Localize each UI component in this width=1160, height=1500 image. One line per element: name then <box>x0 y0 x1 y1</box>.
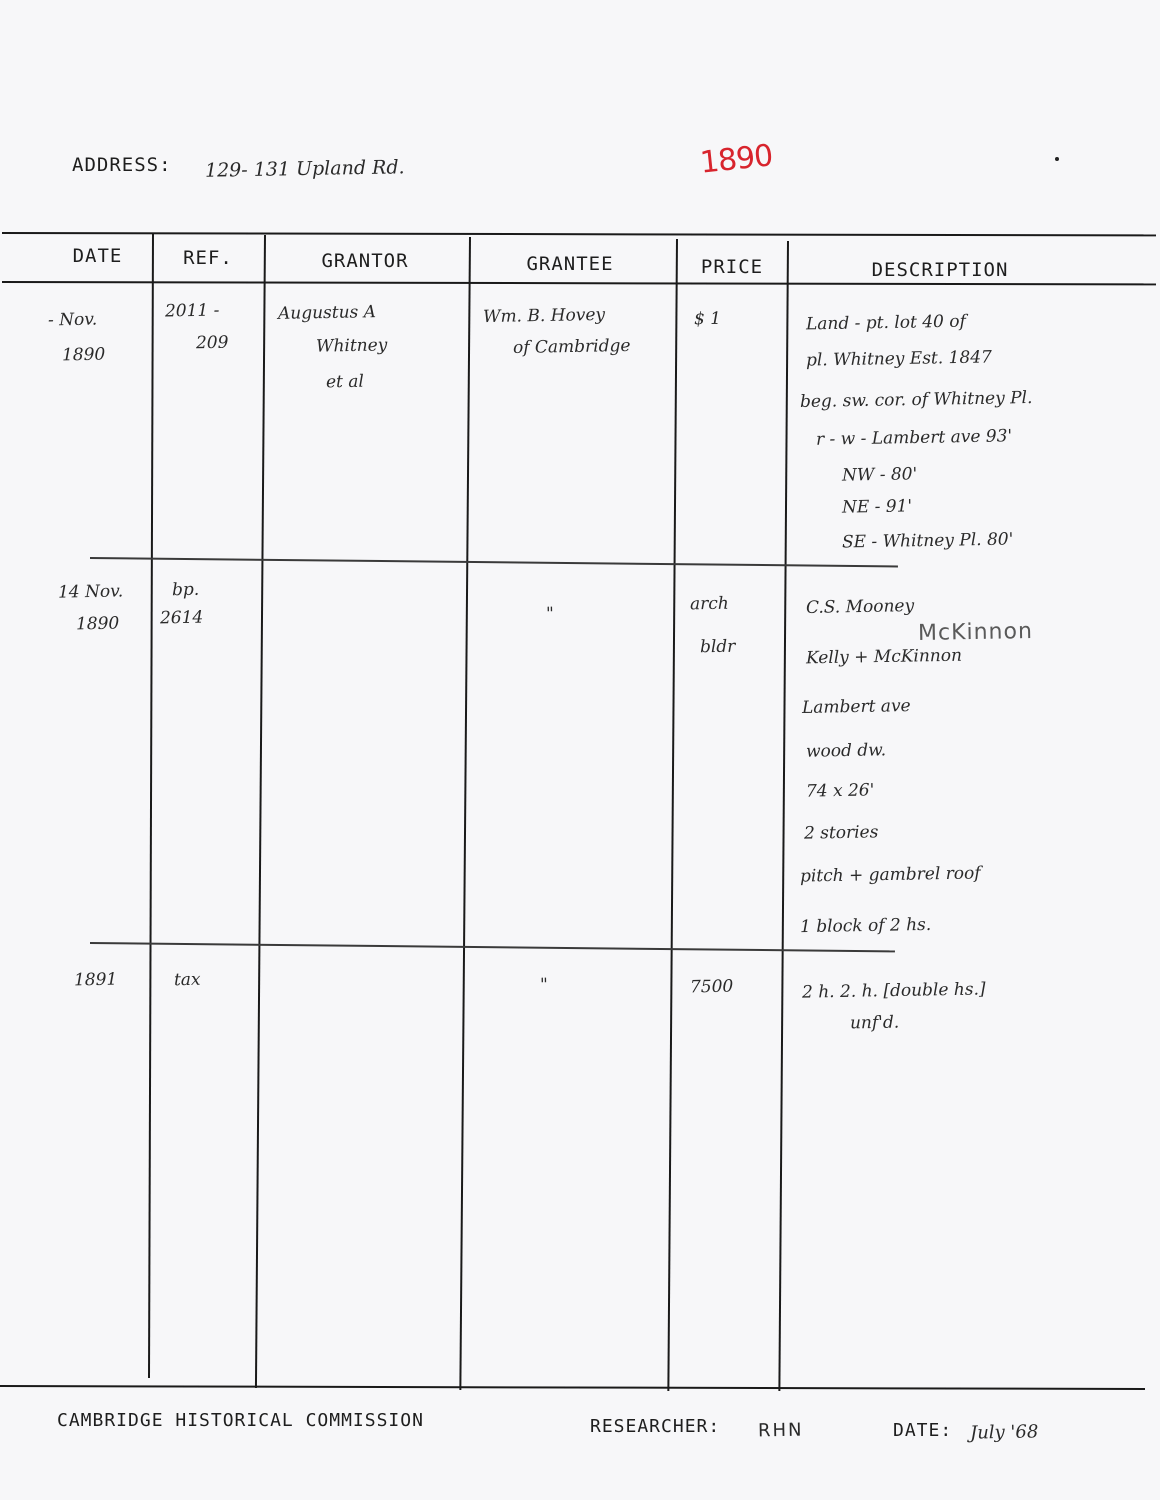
column-header-grantee: GRANTEE <box>526 253 614 275</box>
entry-2-desc-line-2: Kelly + McKinnon <box>805 645 963 669</box>
speck-mark <box>1055 157 1059 161</box>
entry-2-ref-line-2: 2614 <box>159 607 204 629</box>
entry-3-grantee-ditto: " <box>539 974 549 996</box>
entry-3-ref: tax <box>173 969 201 991</box>
entry-1-ref-line-1: 2011 - <box>164 300 220 322</box>
table-bottom-rule <box>0 1385 1145 1390</box>
table-header-rule <box>2 281 1156 285</box>
entry-1-desc-line-2: pl. Whitney Est. 1847 <box>805 347 993 371</box>
entry-2-desc-line-5: 74 x 26' <box>805 780 875 802</box>
entry-1-grantee-line-2: of Cambridge <box>512 335 631 359</box>
entry-3-desc-line-1: 2 h. 2. h. [double hs.] <box>801 979 986 1003</box>
entry-2-date-line-2: 1890 <box>75 613 120 635</box>
entry-2-desc-line-6: 2 stories <box>803 822 879 844</box>
entry-1-desc-line-4: r - w - Lambert ave 93' <box>815 426 1013 450</box>
entry-2-price-line-1: arch <box>689 593 729 615</box>
entry-2-description-correction: McKinnon <box>917 618 1034 647</box>
entry-2-desc-line-1: C.S. Mooney <box>805 596 915 618</box>
column-divider-grantor-grantee <box>459 237 470 1390</box>
column-header-price: PRICE <box>700 256 764 278</box>
entry-2-price-line-2: bldr <box>699 636 736 658</box>
entry-1-desc-line-7: SE - Whitney Pl. 80' <box>841 529 1014 553</box>
entry-1-ref-line-2: 209 <box>195 332 229 354</box>
column-divider-date-ref <box>148 233 154 1378</box>
column-header-grantor: GRANTOR <box>321 250 409 272</box>
footer-date-label: DATE: <box>893 1420 953 1441</box>
entry-1-grantor-line-3: et al <box>325 371 365 393</box>
commission-name: CAMBRIDGE HISTORICAL COMMISSION <box>57 1410 424 1431</box>
entry-1-date-line-1: - Nov. <box>47 309 98 331</box>
entry-1-desc-line-5: NW - 80' <box>841 464 918 486</box>
column-divider-price-description <box>778 241 788 1391</box>
column-header-description: DESCRIPTION <box>871 259 1009 281</box>
entry-1-desc-line-3: beg. sw. cor. of Whitney Pl. <box>799 387 1033 413</box>
entry-1-desc-line-6: NE - 91' <box>841 496 913 518</box>
column-divider-ref-grantor <box>255 235 266 1388</box>
entry-2-desc-line-7: pitch + gambrel roof <box>799 863 981 887</box>
entry-separator <box>90 557 898 567</box>
column-header-ref: REF. <box>183 247 233 269</box>
table-top-rule <box>2 232 1156 236</box>
entry-2-desc-line-8: 1 block of 2 hs. <box>799 914 932 938</box>
entry-3-desc-line-2: unf'd. <box>849 1012 900 1034</box>
entry-2-ref-line-1: bp. <box>171 579 200 601</box>
entry-1-grantee-line-1: Wm. B. Hovey <box>482 304 606 328</box>
entry-2-desc-line-4: wood dw. <box>805 740 887 762</box>
entry-3-price: 7500 <box>689 976 734 998</box>
researcher-value: RHN <box>757 1419 804 1442</box>
entry-3-date: 1891 <box>73 969 118 991</box>
entry-2-date-line-1: 14 Nov. <box>57 581 124 603</box>
entry-1-grantor-line-1: Augustus A <box>277 302 377 324</box>
year-stamp: 1890 <box>698 138 774 181</box>
column-header-date: DATE <box>72 245 123 267</box>
footer-date-value: July '68 <box>969 1421 1039 1444</box>
entry-1-grantor-line-2: Whitney <box>315 335 388 357</box>
entry-separator <box>90 942 895 952</box>
entry-1-price: $ 1 <box>693 308 722 330</box>
entry-2-grantee-ditto: " <box>545 603 555 625</box>
entry-1-date-line-2: 1890 <box>61 344 106 366</box>
researcher-label: RESEARCHER: <box>590 1416 721 1437</box>
address-value: 129- 131 Upland Rd. <box>204 156 405 182</box>
column-divider-grantee-price <box>667 239 677 1391</box>
entry-2-desc-line-3: Lambert ave <box>801 696 911 718</box>
address-label: ADDRESS: <box>72 154 172 176</box>
entry-1-desc-line-1: Land - pt. lot 40 of <box>805 311 966 335</box>
